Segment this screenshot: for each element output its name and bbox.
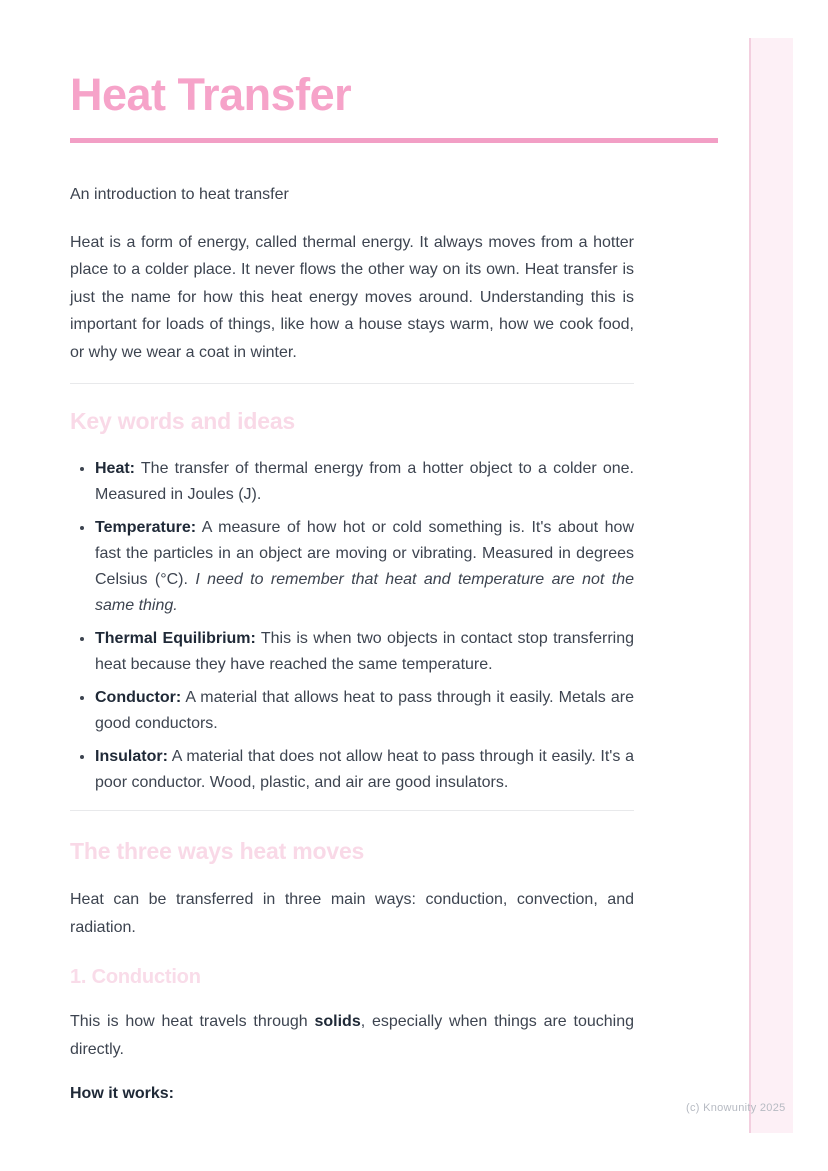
page-title: Heat Transfer: [70, 69, 352, 120]
subtitle: An introduction to heat transfer: [70, 186, 289, 203]
conduction-bold-word: solids: [314, 1013, 361, 1030]
how-it-works-label: How it works:: [70, 1085, 175, 1102]
keyword-term: Conductor:: [95, 689, 182, 706]
conduction-text-before: This is how heat travels through: [70, 1013, 315, 1030]
keyword-definition: A material that does not allow heat to pass through it easily. It's a poor conductor. Wood, plastic, and air are good insulators.: [95, 748, 634, 791]
watermark: (c) Knowunity 2025: [686, 1102, 786, 1114]
section-divider: [70, 810, 634, 811]
keyword-definition: A measure of how hot or cold something is. It's about how fast the particles in an object are moving or vibrating. Measured in degrees Celsius (°C).: [95, 519, 634, 588]
keyword-definition: The transfer of thermal energy from a hotter object to a colder one. Measured in Joules (J).: [95, 460, 634, 503]
list-item: [95, 744, 634, 796]
title-underline-rule: [70, 138, 718, 143]
section-heading-three-ways: The three ways heat moves: [70, 838, 365, 864]
keyword-list: [70, 456, 634, 796]
list-item: [95, 515, 634, 619]
conduction-text-after: , especially when things are touching directly.: [70, 1013, 634, 1058]
section-divider: [70, 383, 634, 384]
document-content: [70, 0, 634, 1108]
conduction-paragraph: [70, 1008, 634, 1063]
keyword-term: Heat:: [95, 460, 136, 477]
keyword-term: Insulator:: [95, 748, 168, 765]
list-item: [95, 626, 634, 678]
three-ways-paragraph: Heat can be transferred in three main ways: conduction, convection, and radiation.: [70, 891, 634, 936]
list-item: [95, 456, 634, 508]
list-item: [95, 685, 634, 737]
section-heading-keywords: Key words and ideas: [70, 408, 295, 434]
keyword-note-italic: I need to remember that heat and temperature are not the same thing.: [95, 571, 635, 614]
keyword-definition: A material that allows heat to pass through it easily. Metals are good conductors.: [95, 689, 634, 732]
keyword-term: Temperature:: [95, 519, 197, 536]
keyword-term: Thermal Equilibrium:: [95, 630, 256, 647]
page-edge-strip: [749, 38, 793, 1133]
intro-paragraph: Heat is a form of energy, called thermal energy. It always moves from a hotter place to a colder place. It never flows the other way on its own. Heat transfer is just the name for how this heat energy moves around. Understanding this is important for loads of things, like how a house stays warm, how we cook food, or why we wear a coat in winter.: [70, 233, 634, 361]
keyword-definition: This is when two objects in contact stop transferring heat because they have reached the same temperature.: [95, 630, 634, 673]
sub-heading-conduction: 1. Conduction: [70, 966, 201, 988]
